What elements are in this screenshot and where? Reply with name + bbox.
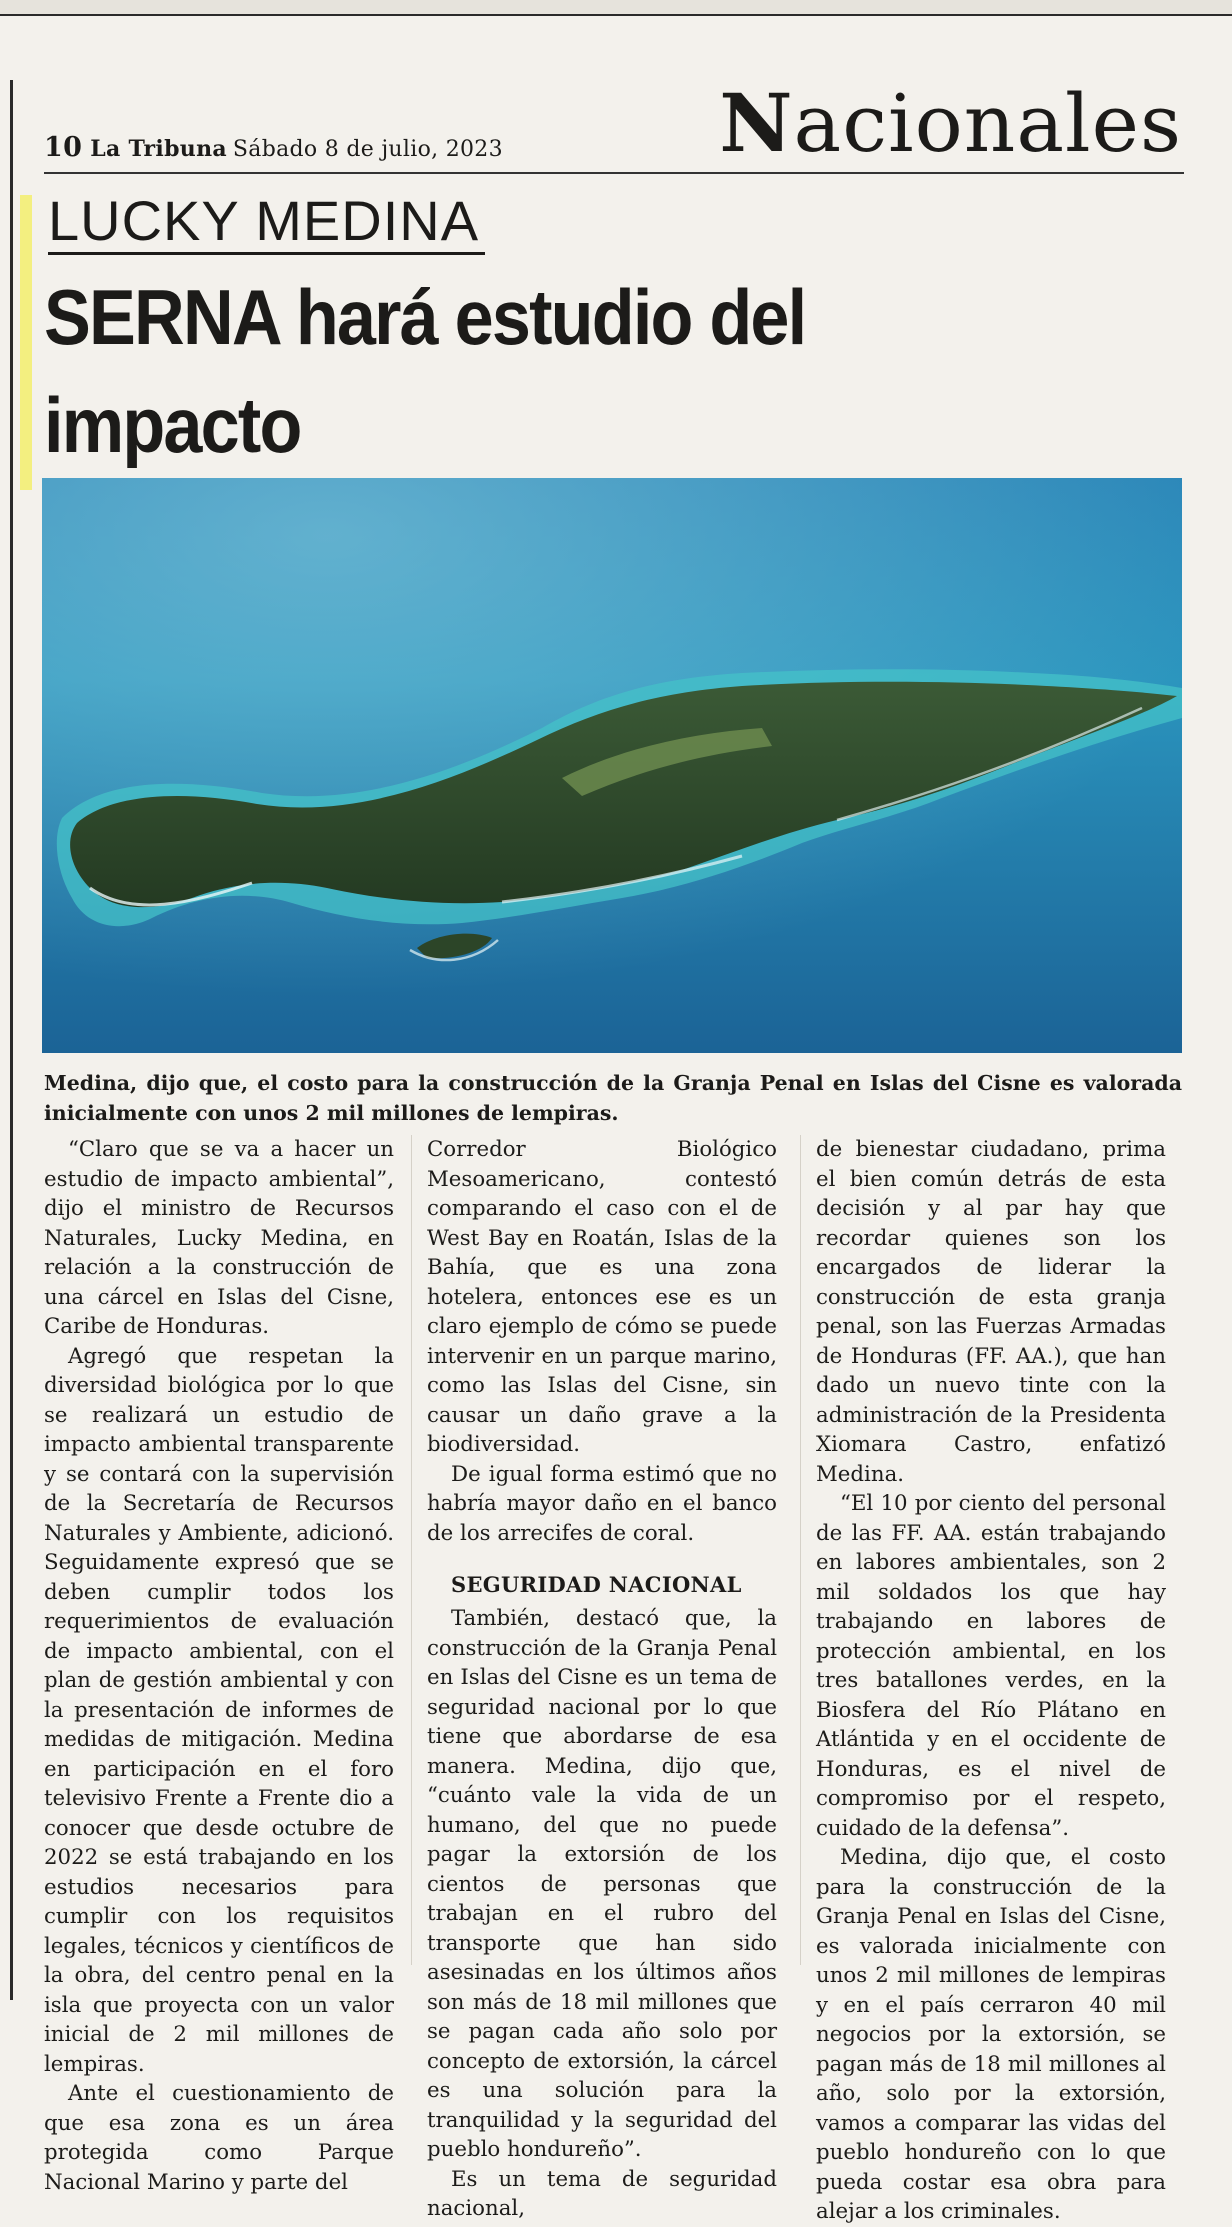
article-kicker: LUCKY MEDINA [48, 190, 485, 255]
aerial-island-photo [42, 478, 1182, 1053]
newspaper-name: La Tribuna [90, 136, 227, 162]
section-title [719, 78, 1182, 169]
paragraph: Medina, dijo que, el costo para la construcción de la Granja Penal en Islas del Cisne, es valorada inicialmente con unos 2 mil millones de lempiras y en el país cerraron 40 mil negocios por la extorsión, se pagan más de 18 mil millones al año, solo por la extorsión, vamos a comparar las vidas del pueblo hondureño con lo que pueda costar esa obra para alejar a los criminales. [816, 1845, 1166, 2224]
paragraph: de bienestar ciudadano, prima el bien común detrás de esta decisión y al par hay que recordar quienes son los encargados de liderar la construcción de esta granja penal, son las Fuerzas Armadas de Honduras (FF. AA.), que han dado un nuevo tinte con la administración de la Presidenta Xiomara Castro, enfatizó Medina. [816, 1137, 1166, 1487]
page-number: 10 [44, 132, 83, 163]
paragraph: Es un tema de seguridad nacional, [427, 2166, 777, 2221]
article-column-2 [427, 1135, 777, 2221]
article-column-3 [816, 1135, 1166, 2224]
paragraph: También, destacó que, la construcción de la Granja Penal en Islas del Cisne es un tema de seguridad nacional por lo que tiene que abordarse de esa manera. Medina, dijo que, “cuánto vale la vida de un humano, del que no puede pagar la extorsión de los cientos de personas que trabajan en el rubro del transporte que han sido asesinadas en los últimos años son más de 18 mil millones que se pagan cada año solo por concepto de extorsión, la cárcel es una solución para la tranquilidad y la seguridad del pueblo hondureño”. [427, 1606, 777, 2162]
page-folio [44, 132, 503, 163]
article-body [44, 1135, 1184, 2224]
section-title-rest: acionales [793, 77, 1182, 170]
headline-line-1: SERNA hará estudio del impacto [44, 273, 806, 469]
scan-left-edge [10, 80, 13, 2000]
photo-caption: Medina, dijo que, el costo para la construcción de la Granja Penal en Islas del Cisne es valorada inicialmente con unos 2 mil millones de lempiras. [44, 1071, 1182, 1125]
section-title-initial: N [719, 76, 794, 170]
paragraph: “El 10 por ciento del personal de las FF. AA. están trabajando en labores ambientales, son 2 mil soldados los que hay trabajando en labores de protección ambiental, en los tres batallones verdes, en la Biosfera del Río Plátano en Atlántida y en el occidente de Honduras, es el nivel de compromiso por el respeto, cuidado de la defensa”. [816, 1491, 1166, 1841]
paragraph: “Claro que se va a hacer un estudio de impacto ambiental”, dijo el ministro de Recursos Naturales, Lucky Medina, en relación a la construcción de una cárcel en Islas del Cisne, Caribe de Honduras. [44, 1137, 394, 1339]
section-subhead: SEGURIDAD NACIONAL [451, 1572, 742, 1597]
highlighter-mark [20, 195, 32, 490]
issue-date: Sábado 8 de julio, 2023 [232, 137, 503, 162]
paragraph: Ante el cuestionamiento de que esa zona es un área protegida como Parque Nacional Marino y parte del [44, 2081, 394, 2195]
article-column-1 [44, 1135, 394, 2195]
paragraph: De igual forma estimó que no habría mayor daño en el banco de los arrecifes de coral. [427, 1461, 777, 1546]
scan-top-edge [0, 0, 1232, 16]
paragraph: Agregó que respetan la diversidad biológica por lo que se realizará un estudio de impacto ambiental transparente y se contará con la supervisión de la Secretaría de Recursos Naturales y Ambiente, adicionó. Seguidamente expresó que se deben cumplir todos los requerimientos de evaluación de impacto ambiental, con el plan de gestión ambiental y con la presentación de informes de medidas de mitigación. Medina en participación en el foro televisivo Frente a Frente dio a conocer que desde octubre de 2022 se está trabajando en los estudios necesarios para cumplir con los requisitos legales, técnicos y científicos de la obra, del centro penal en la isla que proyecta con un valor inicial de 2 mil millones de lempiras. [44, 1343, 394, 2077]
section-rule [44, 172, 1184, 174]
paragraph: Corredor Biológico Mesoamericano, contestó comparando el caso con el de West Bay en Roatán, Islas de la Bahía, que es una zona hotelera, entonces ese es un claro ejemplo de cómo se puede intervenir en un parque marino, como las Islas del Cisne, sin causar un daño grave a la biodiversidad. [427, 1137, 777, 1457]
island-photo-drawing [42, 478, 1182, 1053]
